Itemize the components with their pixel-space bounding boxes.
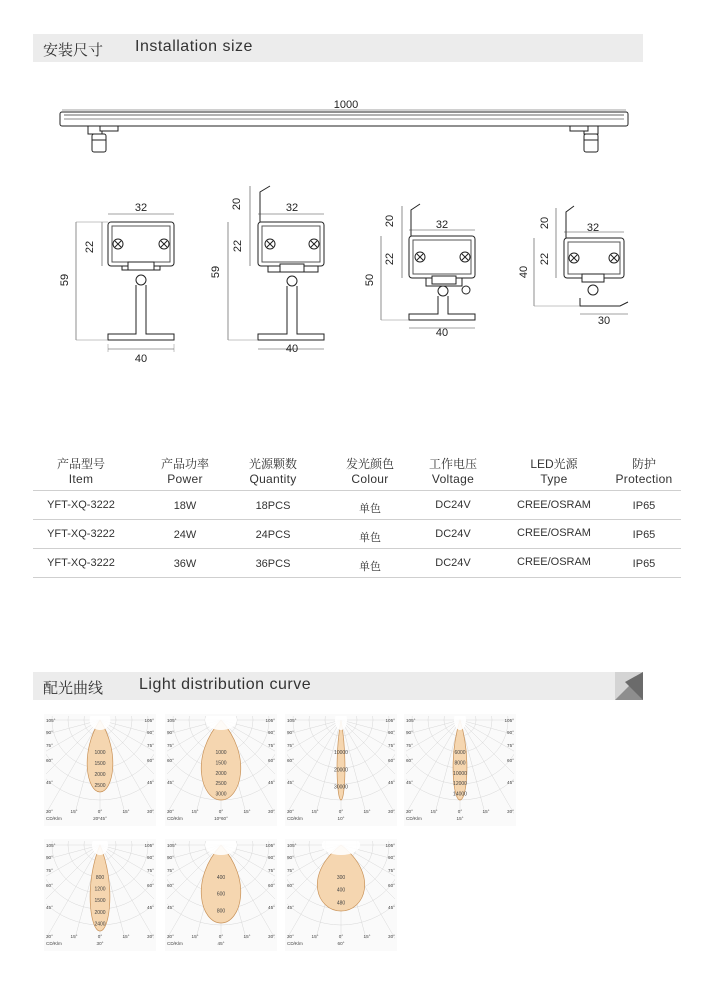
angle-label: 45° (388, 905, 395, 910)
angle-label: 45° (46, 905, 53, 910)
angle-label: 60° (147, 883, 154, 888)
angle-label: 90° (46, 730, 53, 735)
angle-label: 75° (388, 743, 395, 748)
angle-label: 15° (311, 934, 319, 939)
angle-label: 90° (167, 730, 174, 735)
light-title-en: Light distribution curve (139, 676, 312, 693)
polar-svg-1 (44, 714, 156, 826)
angle-label: 105° (287, 718, 297, 723)
unit-label: CD/Klm (167, 816, 183, 821)
angle-label: 15° (430, 809, 438, 814)
length-dimension: 1000 (333, 99, 359, 111)
angle-label: 75° (406, 743, 413, 748)
angle-label: 45° (406, 780, 413, 785)
d4-height-total: 40 (518, 265, 530, 279)
d2-height-total: 59 (210, 265, 222, 279)
angle-label: 90° (147, 855, 154, 860)
angle-label: 60° (268, 758, 275, 763)
intensity-value: 1000 (215, 750, 227, 756)
angle-label: 0° (457, 809, 463, 814)
angle-label: 0° (338, 934, 344, 939)
beam-angle-label: 60° (337, 941, 345, 946)
angle-label: 60° (287, 883, 294, 888)
angle-label: 0° (338, 809, 344, 814)
header-voltage: 工作电压 Voltage (428, 457, 477, 486)
d2-width: 32 (285, 202, 299, 214)
d1-base: 40 (134, 353, 148, 365)
angle-label: 30° (167, 934, 174, 939)
d3-width: 32 (435, 219, 449, 231)
angle-label: 90° (507, 730, 514, 735)
angle-label: 90° (287, 730, 294, 735)
angle-label: 30° (406, 809, 413, 814)
d2-base: 40 (285, 343, 299, 355)
angle-label: 30° (147, 809, 154, 814)
d4-base: 30 (597, 315, 611, 327)
header-protection: 防护 Protection (615, 457, 673, 486)
beam-angle-label: 45° (217, 941, 225, 946)
angle-label: 15° (122, 809, 130, 814)
angle-label: 90° (287, 855, 294, 860)
angle-label: 45° (268, 780, 275, 785)
header-type: LED光源 Type (530, 457, 578, 486)
angle-label: 105° (265, 718, 275, 723)
unit-label: CD/Klm (46, 816, 62, 821)
intensity-value: 600 (216, 891, 226, 898)
angle-label: 45° (167, 780, 174, 785)
angle-label: 45° (287, 905, 294, 910)
angle-label: 75° (147, 743, 154, 748)
angle-label: 105° (167, 843, 177, 848)
angle-label: 75° (46, 743, 53, 748)
polar-chart-6 (165, 839, 277, 956)
angle-label: 75° (268, 743, 275, 748)
angle-label: 90° (147, 730, 154, 735)
intensity-value: 800 (216, 908, 226, 915)
intensity-value: 2000 (94, 909, 106, 916)
installation-title-en: Installation size (135, 38, 253, 55)
angle-label: 90° (388, 730, 395, 735)
intensity-value: 8000 (454, 760, 466, 767)
angle-label: 15° (191, 809, 199, 814)
angle-label: 15° (363, 934, 371, 939)
polar-chart-1 (44, 714, 156, 831)
angle-label: 60° (147, 758, 154, 763)
header-colour: 发光颜色 Colour (345, 457, 394, 486)
angle-label: 30° (507, 809, 514, 814)
intensity-value: 400 (336, 887, 346, 894)
intensity-value: 12000 (453, 781, 467, 788)
angle-label: 0° (218, 934, 224, 939)
intensity-value: 2000 (94, 772, 106, 778)
intensity-value: 14000 (453, 791, 467, 798)
angle-label: 45° (388, 780, 395, 785)
header-item: 产品型号 Item (56, 457, 105, 486)
angle-label: 30° (167, 809, 174, 814)
angle-label: 30° (388, 934, 395, 939)
angle-label: 90° (388, 855, 395, 860)
d4-height-body: 22 (539, 252, 551, 266)
beam-angle-label: 20*45° (93, 816, 107, 821)
angle-label: 60° (268, 883, 275, 888)
intensity-value: 1200 (94, 886, 106, 893)
angle-label: 75° (167, 743, 174, 748)
angle-label: 105° (46, 718, 56, 723)
angle-label: 45° (147, 780, 154, 785)
polar-chart-5 (44, 839, 156, 956)
d3-top: 20 (384, 214, 396, 228)
mount-diagram-1 (76, 214, 174, 352)
angle-label: 105° (167, 718, 177, 723)
angle-label: 75° (507, 743, 514, 748)
angle-label: 30° (287, 809, 294, 814)
angle-label: 105° (265, 843, 275, 848)
angle-label: 75° (287, 868, 294, 873)
angle-label: 15° (122, 934, 130, 939)
angle-label: 60° (388, 883, 395, 888)
intensity-value: 3000 (215, 791, 227, 798)
angle-label: 30° (147, 934, 154, 939)
corner-icon (615, 672, 643, 700)
angle-label: 15° (311, 809, 319, 814)
angle-label: 60° (167, 758, 174, 763)
beam-angle-label: 30° (96, 941, 104, 946)
angle-label: 75° (46, 868, 53, 873)
angle-label: 15° (70, 809, 78, 814)
intensity-value: 1500 (94, 898, 106, 905)
angle-label: 15° (482, 809, 490, 814)
angle-label: 105° (385, 843, 395, 848)
d1-width: 32 (134, 202, 148, 214)
spec-table (33, 456, 681, 578)
intensity-value: 6000 (454, 750, 466, 756)
table-row: YFT-XQ-3222 36W 36PCS 单色 DC24V CREE/OSRAM IP65 (33, 549, 681, 578)
angle-label: 45° (46, 780, 53, 785)
angle-label: 30° (287, 934, 294, 939)
unit-label: CD/Klm (46, 941, 62, 946)
intensity-value: 2400 (94, 921, 106, 928)
angle-label: 75° (268, 868, 275, 873)
angle-label: 90° (46, 855, 53, 860)
header-power: 产品功率 Power (160, 457, 209, 486)
intensity-value: 1000 (94, 750, 106, 756)
angle-label: 60° (406, 758, 413, 763)
d4-top: 20 (539, 216, 551, 230)
angle-label: 45° (147, 905, 154, 910)
light-section-header (33, 672, 643, 700)
beam-angle-label: 10° (337, 816, 345, 821)
intensity-value: 480 (336, 900, 346, 907)
angle-label: 15° (243, 809, 251, 814)
polar-svg-3 (285, 714, 397, 826)
angle-label: 45° (268, 905, 275, 910)
angle-label: 105° (385, 718, 395, 723)
angle-label: 30° (268, 809, 275, 814)
angle-label: 75° (167, 868, 174, 873)
angle-label: 15° (363, 809, 371, 814)
angle-label: 30° (388, 809, 395, 814)
angle-label: 60° (46, 883, 53, 888)
polar-svg-2 (165, 714, 277, 826)
installation-drawing (0, 0, 715, 380)
d1-height-total: 59 (59, 273, 71, 287)
intensity-value: 800 (95, 875, 105, 881)
unit-label: CD/Klm (287, 941, 303, 946)
angle-label: 45° (507, 780, 514, 785)
angle-label: 75° (388, 868, 395, 873)
angle-label: 90° (268, 730, 275, 735)
polar-svg-5 (44, 839, 156, 951)
angle-label: 105° (287, 843, 297, 848)
d3-height-total: 50 (364, 273, 376, 287)
intensity-value: 400 (216, 875, 226, 881)
angle-label: 90° (268, 855, 275, 860)
angle-label: 60° (507, 758, 514, 763)
angle-label: 15° (243, 934, 251, 939)
angle-label: 60° (167, 883, 174, 888)
angle-label: 0° (97, 934, 103, 939)
table-row: YFT-XQ-3222 24W 24PCS 单色 DC24V CREE/OSRAM IP65 (33, 520, 681, 549)
angle-label: 0° (218, 809, 224, 814)
unit-label: CD/Klm (167, 941, 183, 946)
polar-chart-2 (165, 714, 277, 831)
angle-label: 30° (46, 809, 53, 814)
installation-title-cn: 安装尺寸 (43, 42, 104, 59)
intensity-value: 2500 (94, 783, 106, 789)
d1-height-body: 22 (84, 240, 96, 254)
light-title-cn: 配光曲线 (43, 680, 104, 697)
intensity-value: 300 (336, 875, 346, 881)
angle-label: 105° (144, 718, 154, 723)
angle-label: 60° (388, 758, 395, 763)
intensity-value: 10000 (334, 750, 348, 756)
intensity-value: 1500 (94, 761, 106, 767)
angle-label: 75° (147, 868, 154, 873)
polar-chart-4 (404, 714, 516, 831)
d2-top: 20 (231, 197, 243, 211)
polar-chart-3 (285, 714, 397, 831)
angle-label: 30° (46, 934, 53, 939)
intensity-value: 20000 (334, 767, 348, 774)
d3-base: 40 (435, 327, 449, 339)
angle-label: 45° (287, 780, 294, 785)
intensity-value: 2000 (215, 770, 227, 777)
polar-chart-7 (285, 839, 397, 956)
d2-height-body: 22 (232, 239, 244, 253)
angle-label: 60° (46, 758, 53, 763)
beam-angle-label: 15° (456, 816, 464, 821)
d3-height-body: 22 (384, 252, 396, 266)
polar-svg-7 (285, 839, 397, 951)
angle-label: 60° (287, 758, 294, 763)
angle-label: 75° (287, 743, 294, 748)
intensity-value: 1500 (215, 760, 227, 767)
angle-label: 90° (406, 730, 413, 735)
intensity-value: 30000 (334, 784, 348, 791)
intensity-value: 2500 (215, 781, 227, 788)
d4-width: 32 (586, 222, 600, 234)
intensity-value: 10000 (453, 770, 467, 777)
beam-angle-label: 10*60° (214, 816, 228, 821)
angle-label: 105° (406, 718, 416, 723)
angle-label: 0° (97, 809, 103, 814)
angle-label: 105° (144, 843, 154, 848)
angle-label: 45° (167, 905, 174, 910)
unit-label: CD/Klm (287, 816, 303, 821)
angle-label: 105° (504, 718, 514, 723)
polar-svg-4 (404, 714, 516, 826)
unit-label: CD/Klm (406, 816, 422, 821)
header-quantity: 光源颗数 Quantity (248, 457, 297, 486)
table-row: YFT-XQ-3222 18W 18PCS 单色 DC24V CREE/OSRAM IP65 (33, 491, 681, 520)
angle-label: 15° (191, 934, 199, 939)
angle-label: 105° (46, 843, 56, 848)
polar-svg-6 (165, 839, 277, 951)
angle-label: 90° (167, 855, 174, 860)
angle-label: 15° (70, 934, 78, 939)
angle-label: 30° (268, 934, 275, 939)
table-header-row (33, 456, 681, 491)
